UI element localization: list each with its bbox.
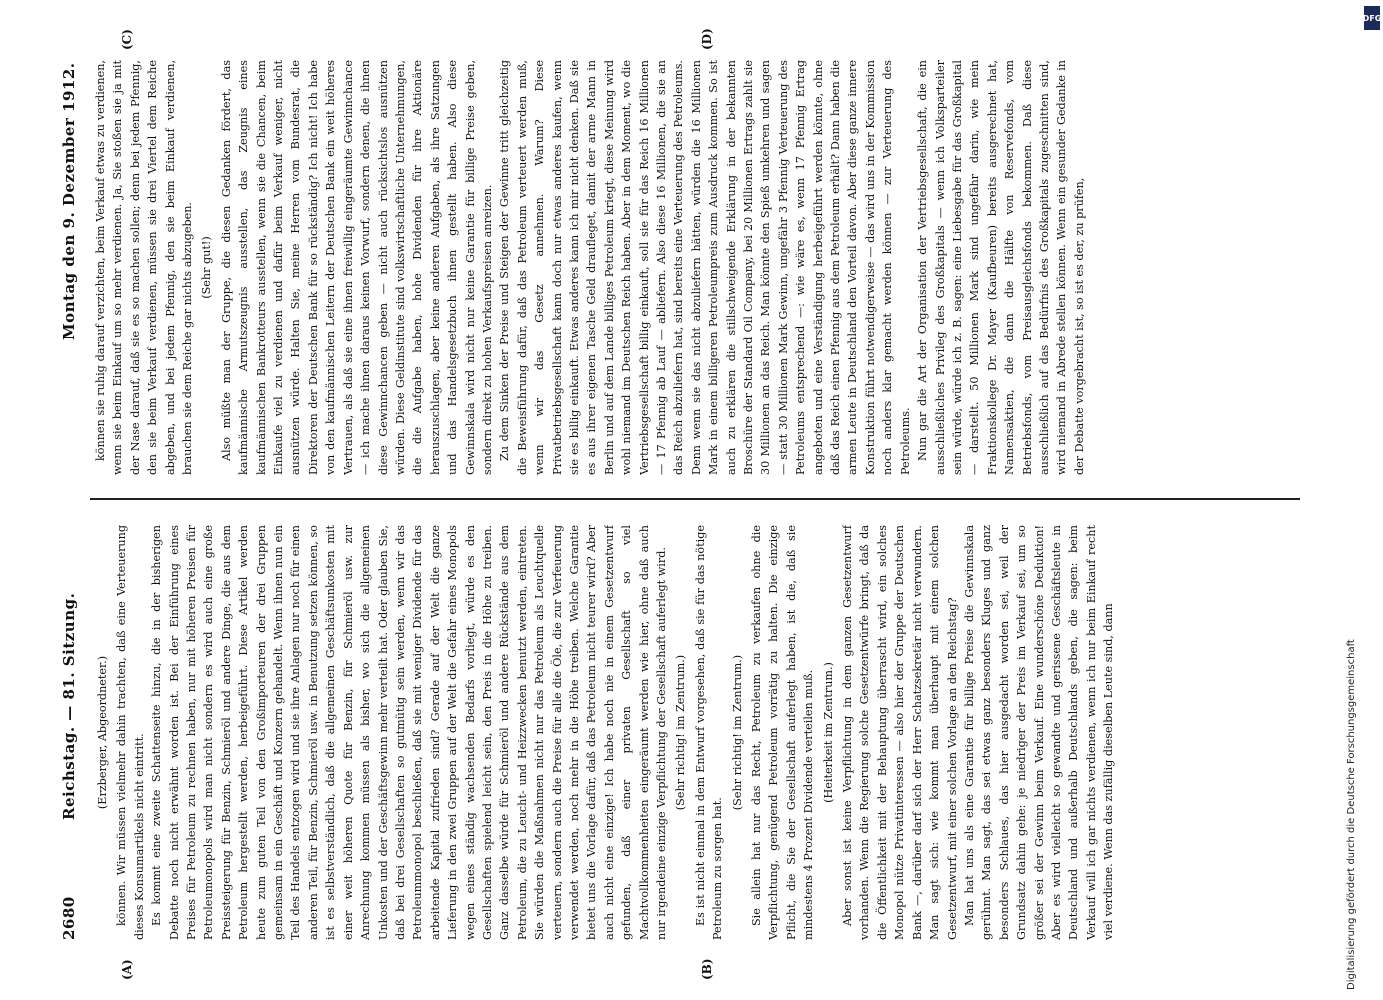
paragraph: (Sehr gut!) bbox=[200, 236, 214, 299]
paragraph: Zu dem Sinken der Preise und Steigen der Gewinne tritt gleichzeitig die Beweisführung dafür, daß das Petroleum verteuert werden muß, wenn wir das Gesetz annehmen. Warum? Diese Privatbetriebsgesellschaft kann doch nur etwas anderes kaufen, wenn sie es billig einkauft. Etwas anderes kann ich mir nicht denken. Daß sie es aus ihrer eigenen Tasche Geld draufleget, damit der arme Mann in Berlin und auf dem Lande billiges Petroleum kriegt, diese Meinung wird wohl niemand im Deutschen Reich haben. Aber in dem Moment, wo die Vertriebsgesellschaft billig einkauft, soll sie für das Reich 16 Millionen — 17 Pfennig ab Lauf — abliefern. Also diese 16 Millionen, die sie an das Reich abzuliefern hat, sind bereits eine Verteuerung des Petroleums. Denn wenn sie das nicht abzuliefern hätten, würden die 16 Millionen Mark in einem billigeren Petroleumpreis zum Ausdruck kommen. So ist auch zu erklären die stillschweigende Erklärung in der bekannten Broschüre der Standard Oil Company, bei 20 Millionen Ertrags zahlt sie 30 Millionen an das Reich. Man könnte den Spieß umkehren und sagen — statt 30 Millionen Mark Gewinn, ungefähr 3 Pfennig Verteuerung des Petroleums entsprechend —: wie wäre es, wenn 17 Pfennig Ertrag angeboten und eine Verständigung herbeigeführt werden könnte, ohne daß das Reich einen Pfennig aus dem Petroleum erhält? Dann haben die armen Leute in Deutschland den Vorteil davon. Aber diese ganze innere Konstruktion führt notwendigerweise — das wird uns in der Kommission noch anders klar gemacht werden können — zur Verteuerung des Petroleums. bbox=[498, 60, 912, 475]
paragraph: können sie ruhig darauf verzichten, beim Verkauf etwas zu verdienen, wenn sie beim Einkauf um so mehr verdienen. Ja, Sie stoßen sie ja mit der Nase darauf, daß sie es so machen sollen; denn bei jedem Pfennig, den sie beim Verkauf verdienen, müssen sie drei Viertel dem Reiche abgeben, und bei jedem Pfennig, den sie beim Einkauf verdienen, brauchen sie dem Reiche gar nichts abzugeben. bbox=[94, 60, 195, 475]
paragraph: Man hat uns als eine Garantie für billige Preise die Gewinnskala gerühmt. Man sagt, das sei etwas ganz besonders Kluges und ganz besonders Schlaues, das hier ausgedacht worden sei, weil der Grundsatz dahin gehe: je niedriger der Preis im Verkauf sei, um so größer sei der Gewinn beim Verkauf. Eine wunderschöne Deduktion! Aber es wird vielleicht so gewandte und gerissene Geschäftsleute in Deutschland und außerhalb Deutschlands geben, die sagen: beim Verkauf will ich gar nichts verdienen, wenn ich nur beim Einkauf recht viel verdiene. Wenn das zufällig dieselben Leute sind, dann bbox=[962, 525, 1116, 940]
page-number: 2680 bbox=[60, 896, 78, 940]
marker-a: (A) bbox=[120, 959, 134, 980]
paragraph: Nun gar die Art der Organisation der Vertriebsgesellschaft, die ein ausschließliches Privileg des Großkapitals — wenn ich Volksparteiler sein würde, würde ich z. B. sagen: eine Liebesgabe für das Großkapital — darstellt. 50 Millionen Mark sind ungefähr darin, wie mein Fraktionskollege Dr. Mayer (Kaufbeuren) bereits ausgerechnet hat, Namensaktien, die dann die Hälfte von Reservefonds, vom Betriebsfonds, vom Preisausgleichsfonds bekommen. Daß diese ausschließlich auf das Bedürfnis des Großkapitals zugeschnitten sind, wird niemand in Abrede stellen können. Wenn ein gesunder Gedanke in der Debatte vorgebracht ist, so ist es der, zu prüfen, bbox=[916, 60, 1086, 475]
session-date: Montag den 9. Dezember 1912. bbox=[60, 62, 78, 340]
marker-c: (C) bbox=[120, 29, 134, 50]
session-title: Reichstag. — 81. Sitzung. bbox=[60, 592, 78, 820]
paragraph: Es kommt eine zweite Schattenseite hinzu, die in der bisherigen Debatte noch nicht erwähnt worden ist. Bei der Einführung eines Preises für Petroleum zu rechnen haben, nur mit höheren Preisen für Petroleumonopols wird man nicht sondern es wird auch eine große Preissteigerung für Benzin, Schmieröl und andere Dinge, die aus dem Petroleum hergestellt werden, herbeigeführt. Diese Artikel werden heute zum guten Teil von den Großimporteuren der drei Gruppen gemeinsam in ein Geschäft und Konzern gehandelt. Wenn ihnen nun ein Teil des Handels entzogen wird und sie ihre Anlagen nur noch für einen anderen Teil, für Benzin, Schmieröl usw. in Benutzung setzen können, so ist es selbstverständlich, daß die allgemeinen Geschäftsunkosten mit einer weit höheren Quote für Benzin, für Schmieröl usw. zur Anrechnung kommen müssen als bisher, wo sich die allgemeinen Unkosten und der Geschäftsgewinn mehr verteilt hat. Oder glauben Sie, daß bei drei Gesellschaften so gutmütig sein werden, wenn wir das Petroleummonopol beschließen, daß sie mit weniger Dividende für das arbeitende Kapital zufrieden sind? Gerade auf der Welt die ganze Lieferung in den zwei Gruppen auf der Welt die Gefahr eines Monopols wegen eines ständig wachsenden Bedarfs vorliegt, würde es den Gesellschaften spielend leicht sein, den Preis in die Höhe zu treiben. Ganz dasselbe würde für Schmieröl und andere Rückstände aus dem Petroleum, die zu Leucht- und Heizzwecken benutzt werden, eintreten. Sie würden die Maßnahmen nicht nur das Petroleum als Leuchtquelle verteuern, sondern auch die Preise für alle die Öle, die zur Verfeuerung verwendet werden, noch mehr in die Höhe treiben. Welche Garantie bietet uns die Vorlage dafür, daß das Petroleum nicht teurer wird? Aber auch nicht eine einzige! Ich habe noch nie in einem Gesetzentwurf gefunden, daß einer privaten Gesellschaft so viel Machtvollkommenheiten eingeräumt werden wie hier, ohne daß auch nur irgendeine einzige Verpflichtung der Gesellschaft auferlegt wird. bbox=[150, 525, 668, 940]
paragraph: Aber sonst ist keine Verpflichtung in dem ganzen Gesetzentwurf vorhanden. Wenn die Regierung solche Gesetzentwürfe bringt, daß da die Öffentlichkeit mit der Behauptung überrascht wird, ein solches Monopol nütze Privatinteressen — also hier der Gruppe der Deutschen Bank —, darüber darf sich der Herr Schatzsekretär nicht verwundern. Man sagt sich: wie kommt man überhaupt mit einem solchen Gesetzentwurf, mit einer solchen Vorlage an den Reichstag? bbox=[841, 525, 959, 940]
digitization-credit bbox=[1346, 10, 1372, 990]
paragraph: Sie allein hat nur das Recht, Petroleum zu verkaufen ohne die Verpflichtung, genügend Petroleum vorrätig zu halten. Die einzige Pflicht, die Sie der Gesellschaft auferlegt haben, ist die, daß sie mindestens 4 Prozent Dividende verteilen muß. bbox=[750, 525, 816, 940]
credit-text: Digitalisierung gefördert durch die Deutsche Forschungsgemeinschaft bbox=[1346, 639, 1357, 990]
dfg-logo: DFG bbox=[1364, 6, 1380, 30]
column-divider bbox=[90, 498, 1300, 500]
paragraph: (Heiterkeit im Zentrum.) bbox=[821, 662, 835, 803]
paragraph: können. Wir müssen vielmehr dahin trachten, daß eine Verteuerung dieses Konsumartikels nicht eintritt. bbox=[115, 525, 146, 940]
paragraph: (Erzberger, Abgeordneter.) bbox=[96, 655, 109, 810]
marker-d: (D) bbox=[700, 28, 714, 50]
right-text-column bbox=[92, 60, 1292, 475]
paragraph: Also müßte man der Gruppe, die diesen Gedanken fördert, das kaufmännische Armutszeugnis ausstellen, das Zeugnis eines kaufmännischen Bankrotteurs ausstellen, wenn sie die Chancen, beim Einkaufe viel zu verdienen und dafür beim Verkauf weniger, nicht ausnützen würde. Halten Sie, meine Herren vom Bundesrat, die Direktoren der Deutschen Bank für so rückständig? Ich nicht! Ich habe von den kaufmännischen Leitern der Deutschen Bank ein weit höheres Vertrauen, als daß sie eine ihnen freiwillig eingeräumte Gewinnchance — ich mache ihnen daraus keinen Vorwurf, sondern denen, die ihnen diese Gewinnchancen geben — nicht auch rücksichtslos ausnützen würden. Diese Geldinstitute sind volkswirtschaftliche Unternehmungen, die die Aufgabe haben, hohe Dividenden für ihre Aktionäre herauszuschlagen, aber keine anderen Aufgaben, als ihre Satzungen und das Handelsgesetzbuch ihnen gestellt haben. Also diese Gewinnskala wird nicht nur keine Garantie für billige Preise geben, sondern direkt zu hohen Verkaufspreisen anreizen. bbox=[219, 60, 494, 475]
page-header bbox=[60, 60, 84, 940]
marker-b: (B) bbox=[700, 958, 714, 980]
paragraph: Es ist nicht einmal in dem Entwurf vorgesehen, daß sie für das nötige Petroleum zu sorgen hat. bbox=[693, 525, 725, 940]
paragraph: (Sehr richtig! im Zentrum.) bbox=[730, 654, 744, 811]
page-content bbox=[60, 28, 1320, 980]
left-text-column bbox=[92, 525, 1292, 940]
paragraph: (Sehr richtig! im Zentrum.) bbox=[674, 654, 688, 811]
